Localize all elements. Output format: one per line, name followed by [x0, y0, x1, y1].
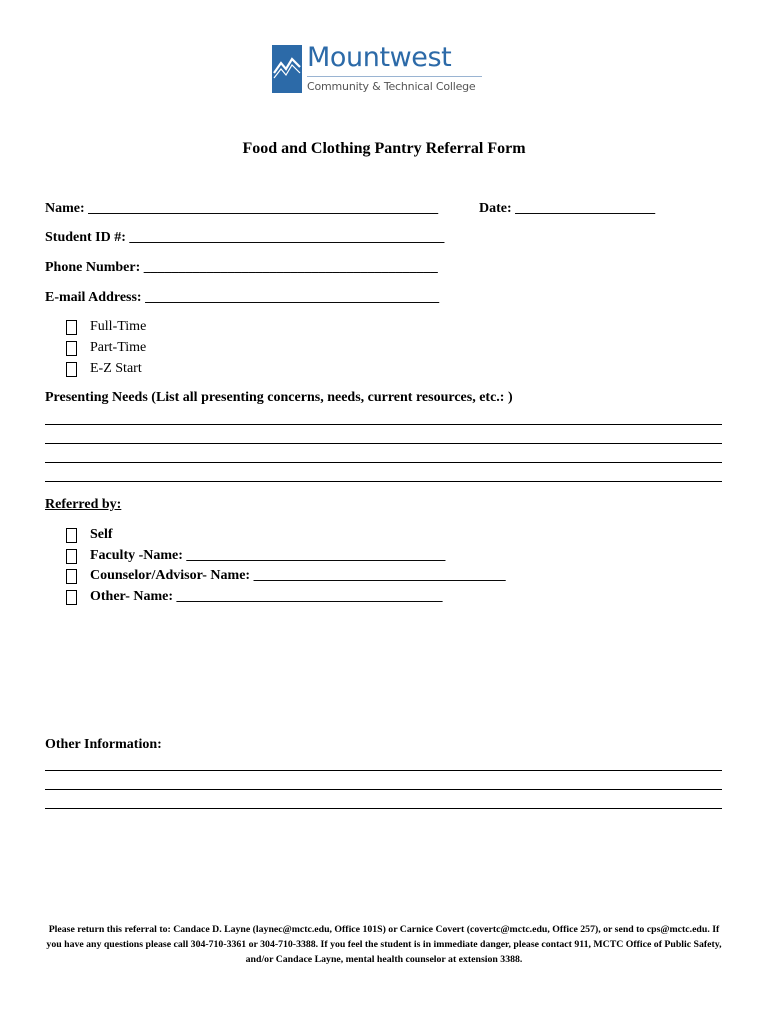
other-information-label: Other Information: [45, 737, 162, 752]
other-information-line[interactable] [45, 789, 722, 790]
college-logo [272, 44, 502, 96]
checkbox[interactable] [66, 320, 77, 335]
enrollment-option-part-time[interactable] [66, 340, 146, 356]
logo-wordmark: Mountwest [307, 42, 452, 73]
logo-divider [307, 76, 482, 77]
referral-option-faculty[interactable] [66, 548, 445, 564]
return-instructions: Please return this referral to: Candace D. Layne (laynec@mctc.edu, Office 101S) or Carnice Covert (covertc@mctc.edu, Office 257), or send to cps@mctc.edu. If you have any questions please call 304-710-3361 or 304-710-3388. If you feel the student is in immediate danger, please contact 911, MCTC Office of Public Safety, and/or Candace Layne, mental health counselor at extension 3388. [46, 924, 722, 965]
presenting-needs-line[interactable] [45, 481, 722, 482]
referral-option-other[interactable] [66, 589, 443, 605]
checkbox[interactable] [66, 528, 77, 543]
checkbox[interactable] [66, 590, 77, 605]
option-label: Full-Time [90, 319, 147, 334]
enrollment-option-full-time[interactable] [66, 319, 146, 335]
other-information-line[interactable] [45, 808, 722, 809]
checkbox[interactable] [66, 341, 77, 356]
logo-subtitle: Community & Technical College [307, 80, 476, 93]
option-label: Counselor/Advisor- Name: ____________________________________ [90, 568, 506, 583]
date-field[interactable]: Date: ____________________ [479, 201, 656, 216]
option-label: Self [90, 527, 113, 542]
presenting-needs-line[interactable] [45, 424, 722, 425]
checkbox[interactable] [66, 362, 77, 377]
mountain-logo-icon [272, 45, 302, 93]
referral-option-self[interactable] [66, 527, 113, 543]
referral-option-counselor[interactable] [66, 568, 506, 584]
phone-number-field[interactable]: Phone Number: __________________________________________ [45, 260, 438, 275]
option-label: E-Z Start [90, 361, 142, 376]
email-address-field[interactable]: E-mail Address: __________________________________________ [45, 290, 440, 305]
option-label: Faculty -Name: _____________________________________ [90, 548, 446, 563]
student-id-field[interactable]: Student ID #: _____________________________________________ [45, 230, 445, 245]
checkbox[interactable] [66, 549, 77, 564]
presenting-needs-line[interactable] [45, 443, 722, 444]
presenting-needs-line[interactable] [45, 462, 722, 463]
referred-by-heading: Referred by: [45, 497, 122, 512]
form-title: Food and Clothing Pantry Referral Form [242, 140, 526, 157]
option-label: Other- Name: ______________________________________ [90, 589, 443, 604]
enrollment-option-ez-start[interactable] [66, 361, 142, 377]
other-information-line[interactable] [45, 770, 722, 771]
presenting-needs-label: Presenting Needs (List all presenting concerns, needs, current resources, etc.: ) [45, 390, 513, 405]
option-label: Part-Time [90, 340, 147, 355]
checkbox[interactable] [66, 569, 77, 584]
name-field[interactable]: Name: __________________________________________________ [45, 201, 439, 216]
